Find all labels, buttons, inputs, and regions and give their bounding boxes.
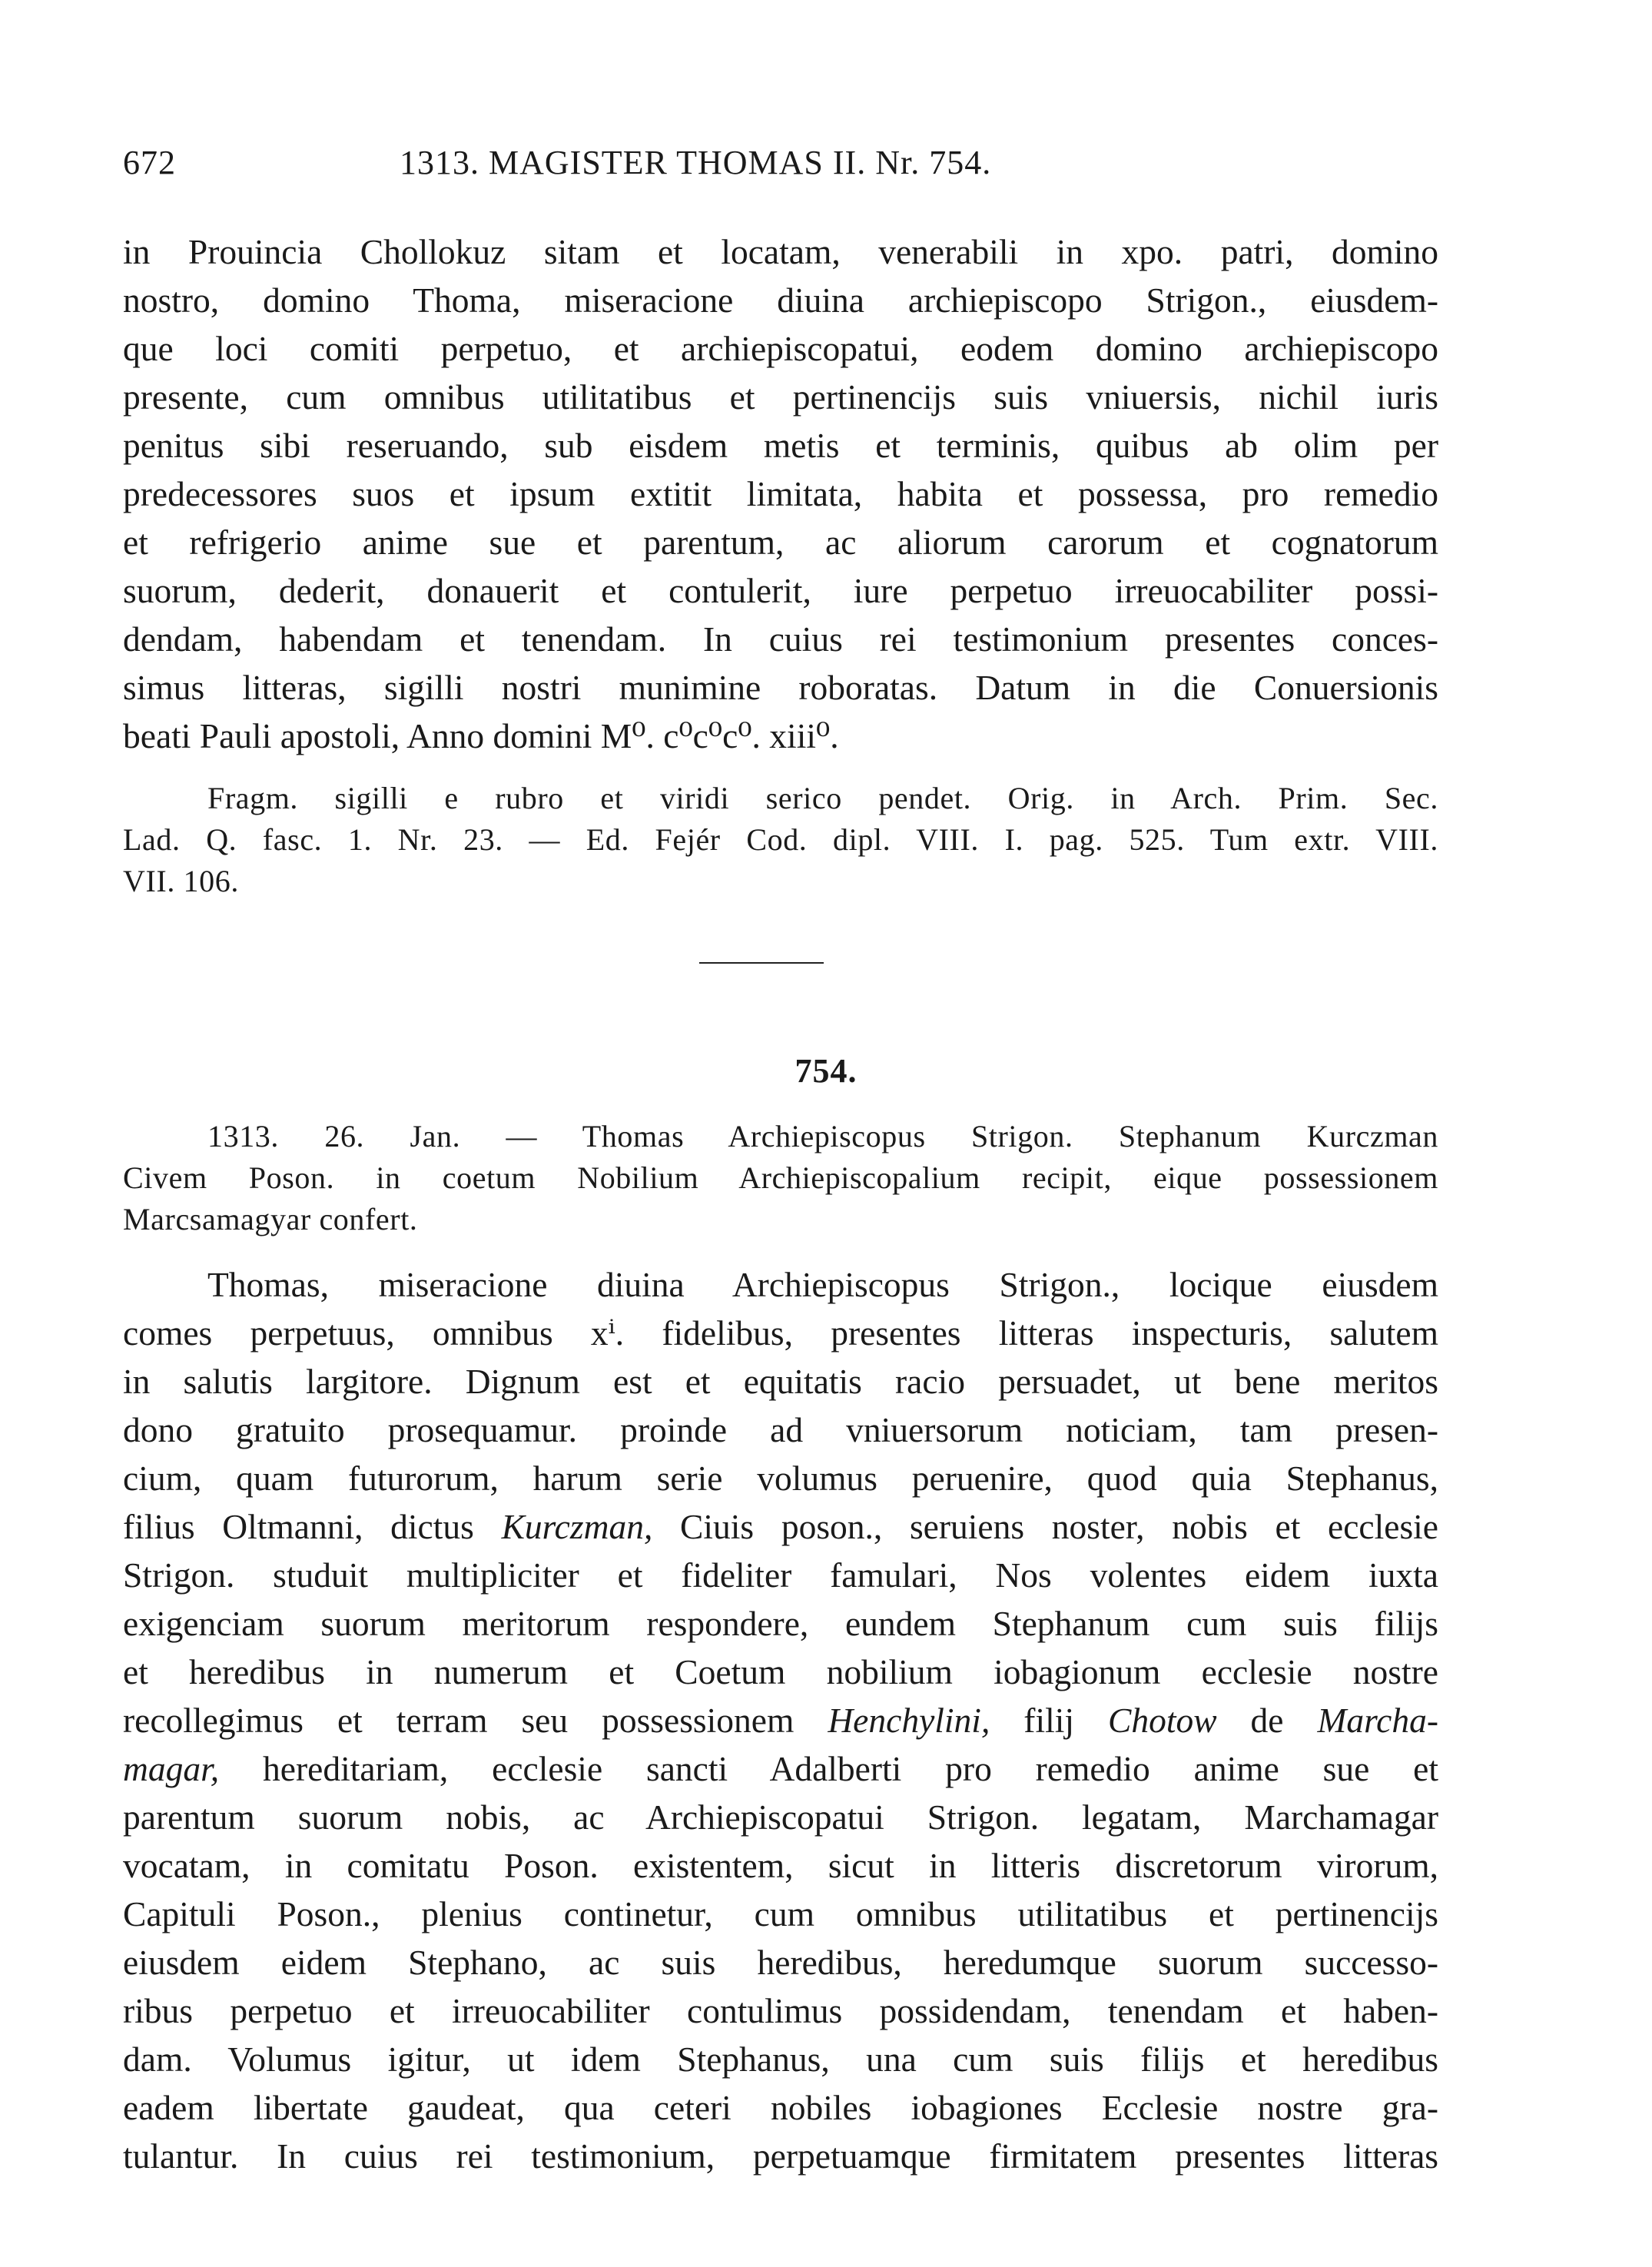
note-line: VII. 106. <box>123 864 239 898</box>
summary-line: Civem Poson. in coetum Nobilium Archiepiscopalium recipit, eique possessionem <box>123 1160 1438 1195</box>
italic-name: Marcha- <box>1317 1701 1438 1740</box>
text-line: vocatam, in comitatu Poson. existentem, sicut in litteris discretorum virorum, <box>123 1846 1438 1885</box>
page-number: 672 <box>123 144 176 181</box>
text-line: et refrigerio anime sue et parentum, ac aliorum carorum et cognatorum <box>123 523 1438 562</box>
note-line: Lad. Q. fasc. 1. Nr. 23. — Ed. Fejér Cod. dipl. VIII. I. pag. 525. Tum extr. VIII. <box>123 822 1438 857</box>
source-note <box>123 778 1438 902</box>
text-line: tulantur. In cuius rei testimonium, perpetuamque firmitatem presentes litteras <box>123 2136 1438 2176</box>
text-line: cium, quam futurorum, harum serie volumus peruenire, quod quia Stephanus, <box>123 1459 1438 1498</box>
text-line: ribus perpetuo et irreuocabiliter contulimus possidendam, tenendam et haben- <box>123 1991 1438 2030</box>
text-segment: Ciuis poson., seruiens noster, nobis et ecclesie <box>680 1507 1439 1546</box>
text-line: que loci comiti perpetuo, et archiepiscopatui, eodem domino archiepiscopo <box>123 329 1438 368</box>
text-line: nostro, domino Thoma, miseracione diuina archiepiscopo Strigon., eiusdem- <box>123 280 1438 320</box>
continuation-paragraph <box>123 227 1438 760</box>
text-segment: filij <box>1023 1701 1075 1740</box>
text-line: simus litteras, sigilli nostri munimine roboratas. Datum in die Conuersionis <box>123 668 1438 707</box>
text-line: predecessores suos et ipsum extitit limitata, habita et possessa, pro remedio <box>123 474 1438 513</box>
text-line: eiusdem eidem Stephano, ac suis heredibus, heredumque suorum successo- <box>123 1943 1438 1982</box>
text-line: dendam, habendam et tenendam. In cuius rei testimonium presentes conces- <box>123 619 1438 659</box>
text-line: in salutis largitore. Dignum est et equitatis racio persuadet, ut bene meritos <box>123 1362 1438 1401</box>
text-line: parentum suorum nobis, ac Archiepiscopatui Strigon. legatam, Marchamagar <box>123 1797 1438 1837</box>
text-line <box>123 1502 1438 1551</box>
text-segment: hereditariam, ecclesie sancti Adalberti pro remedio anime sue et <box>263 1749 1439 1788</box>
text-line: suorum, dederit, donauerit et contulerit, iure perpetuo irreuocabiliter possi- <box>123 571 1438 610</box>
text-line: beati Pauli apostoli, Anno domini M⁰. c⁰c⁰c⁰. xiii⁰. <box>123 716 839 755</box>
page-header <box>123 143 1160 189</box>
text-line: in Prouincia Chollokuz sitam et locatam, venerabili in xpo. patri, domino <box>123 232 1438 271</box>
italic-name: magar, <box>123 1749 220 1788</box>
text-segment: filius Oltmanni, dictus <box>123 1507 474 1546</box>
summary-line: 1313. 26. Jan. — Thomas Archiepiscopus Strigon. Stephanum Kurczman <box>207 1119 1438 1153</box>
text-line: eadem libertate gaudeat, qua ceteri nobiles iobagiones Ecclesie nostre gra- <box>123 2088 1438 2127</box>
text-segment: de <box>1250 1701 1284 1740</box>
text-line: penitus sibi reseruando, sub eisdem metis et terminis, quibus ab olim per <box>123 426 1438 465</box>
document-text <box>123 1260 1438 2180</box>
text-line: exigenciam suorum meritorum respondere, eundem Stephanum cum suis filijs <box>123 1604 1438 1643</box>
text-line: presente, cum omnibus utilitatibus et pertinencijs suis vniuersis, nichil iuris <box>123 377 1438 417</box>
text-line: Strigon. studuit multipliciter et fideliter famulari, Nos volentes eidem iuxta <box>123 1555 1438 1595</box>
document-summary <box>123 1116 1438 1240</box>
note-line: Fragm. sigilli e rubro et viridi serico pendet. Orig. in Arch. Prim. Sec. <box>207 781 1438 815</box>
text-line <box>123 1744 1438 1793</box>
text-line: dam. Volumus igitur, ut idem Stephanus, una cum suis filijs et heredibus <box>123 2040 1438 2079</box>
text-line: dono gratuito prosequamur. proinde ad vniuersorum noticiam, tam presen- <box>123 1410 1438 1449</box>
text-line <box>123 1696 1438 1744</box>
section-divider <box>699 962 824 964</box>
summary-line: Marcsamagyar confert. <box>123 1202 418 1236</box>
document-number: 754. <box>794 1052 858 1090</box>
italic-name: Kurczman, <box>501 1507 653 1546</box>
text-line: Thomas, miseracione diuina Archiepiscopus Strigon., locique eiusdem <box>207 1265 1438 1304</box>
running-title: 1313. MAGISTER THOMAS II. Nr. 754. <box>400 144 992 181</box>
italic-name: Chotow <box>1107 1701 1217 1740</box>
text-line: Capituli Poson., plenius continetur, cum omnibus utilitatibus et pertinencijs <box>123 1894 1438 1933</box>
text-line: comes perpetuus, omnibus xⁱ. fidelibus, presentes litteras inspecturis, salutem <box>123 1313 1438 1353</box>
text-line: et heredibus in numerum et Coetum nobilium iobagionum ecclesie nostre <box>123 1652 1438 1691</box>
text-segment: recollegimus et terram seu possessionem <box>123 1701 794 1740</box>
italic-name: Henchylini, <box>828 1701 990 1740</box>
